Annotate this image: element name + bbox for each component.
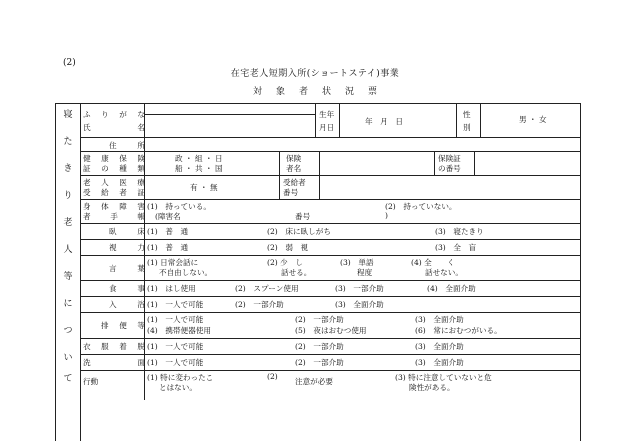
label-recipient-2: 番号 [283,188,299,197]
sidebar-char: り [63,191,73,201]
row-sight [81,239,580,256]
sidebar-char: い [63,353,73,363]
behavior-opt2b: 注意が必要 [295,377,333,386]
disability-name: (障害名 [155,212,181,221]
dob-field[interactable] [339,104,456,137]
speech-opt1b: 不自由しない。 [159,268,213,277]
label-insurance: 健康保険 [83,154,145,163]
clothes-opt1[interactable]: (1) 一人で可能 [147,342,204,351]
bed-opt2[interactable]: (2) 床に臥しがち [267,227,331,236]
disability-opt2[interactable]: (2) 持っていない。 [385,202,457,211]
meal-opt2[interactable]: (2) スプーン使用 [235,284,299,293]
label-medical: 老人医療 [83,178,145,187]
toilet-opt5[interactable]: (5) 夜はおむつ使用 [295,326,367,335]
sidebar-char: 老 [63,218,73,228]
sidebar-char: つ [63,326,73,336]
disability-opt1[interactable]: (1) 持っている。 [147,202,211,211]
toilet-opt3[interactable]: (3) 全面介助 [415,315,464,324]
label-bed: 臥床 [109,227,145,236]
behavior-opt3b: 険性がある。 [409,383,455,392]
form-table [55,103,581,441]
subtitle-char: 者 [298,87,308,97]
insurer-field[interactable] [319,151,434,175]
label-toilet: 排便等 [101,321,145,330]
subtitle-char: 況 [345,87,355,97]
meal-opt1[interactable]: (1) はし使用 [147,284,196,293]
meal-opt3[interactable]: (3) 一部介助 [335,284,384,293]
bed-opt1[interactable]: (1) 普 通 [147,227,189,236]
label-dob: 生年 [319,110,335,119]
behavior-opt1b: とはない。 [159,383,197,392]
speech-opt2b: 話せる。 [281,268,312,277]
row-medical [81,175,580,200]
sidebar-char: て [63,374,73,384]
label-insurer: 保険 [286,154,302,163]
disability-close: ) [385,211,388,220]
row-address [81,137,580,152]
sidebar-char: に [63,299,73,309]
behavior-opt1[interactable]: (1) 特に変わったこ [147,373,214,382]
sidebar-vertical-label [56,104,81,441]
toilet-opt4[interactable]: (4) 携帯便器使用 [147,326,211,335]
label-address: 住所 [109,141,145,150]
speech-opt3[interactable]: (3) 単語 [340,258,374,267]
page-number: (2) [63,58,76,68]
row-wash [81,354,580,371]
address-field[interactable] [144,137,580,151]
row-disability [81,199,580,224]
form-title: 在宅老人短期入所(ショートステイ)事業 [230,69,400,79]
speech-opt4[interactable]: (4) 全 く [411,258,455,267]
speech-opt2[interactable]: (2) 少 し [267,258,303,267]
speech-opt3b: 程度 [357,268,373,277]
sex-field[interactable] [480,104,580,137]
label-wash: 洗面 [83,358,145,367]
subtitle-char: 対 [252,87,262,97]
label-disability-2: 者手帳 [83,212,145,221]
clothes-opt2[interactable]: (2) 一部介助 [295,342,344,351]
sight-opt2[interactable]: (2) 弱 視 [267,243,309,252]
label-behavior: 行動 [83,377,99,386]
label-insurance-num: 保険証 [438,154,461,163]
bath-opt3[interactable]: (3) 全面介助 [335,300,384,309]
row-speech [81,255,580,281]
sidebar-char: き [63,164,73,174]
sight-opt1[interactable]: (1) 普 通 [147,243,189,252]
insurance-type-1[interactable]: 政 ・ 組 ・ 日 [175,154,223,163]
dob-value: 年 月 日 [365,117,403,126]
row-meal [81,280,580,297]
label-dob-2: 月日 [319,123,335,132]
subtitle-char: 票 [368,87,378,97]
bath-opt1[interactable]: (1) 一人で可能 [147,300,204,309]
sidebar-char: 等 [63,272,73,282]
row-behavior [81,370,580,400]
wash-opt3[interactable]: (3) 全面介助 [415,358,464,367]
name-field[interactable] [144,104,315,137]
meal-opt4[interactable]: (4) 全面介助 [427,284,476,293]
insurance-num-field[interactable] [474,151,580,175]
sidebar-char: 人 [63,245,73,255]
label-medical-2: 受給者証 [83,188,145,197]
label-speech: 言葉 [109,264,145,273]
label-name: 氏名 [83,123,145,132]
form-subtitle [0,84,630,97]
label-disability: 身体障害 [83,202,145,211]
row-name [81,104,580,138]
subtitle-char: 象 [275,87,285,97]
label-bath: 入浴 [109,300,145,309]
label-meal: 食事 [109,284,145,293]
label-furigana: ふりがな [83,110,145,119]
toilet-opt6[interactable]: (6) 常におむつがいる。 [415,326,502,335]
row-clothes [81,338,580,355]
sidebar-char: た [63,137,73,147]
medical-value[interactable]: 有 ・ 無 [190,183,218,192]
toilet-opt2[interactable]: (2) 一部介助 [295,315,344,324]
behavior-opt2[interactable]: (2) [267,372,278,381]
row-bed [81,223,580,240]
label-sex-2: 別 [463,123,471,132]
subtitle-char: 状 [322,87,332,97]
bed-opt3[interactable]: (3) 寝たきり [435,227,484,236]
clothes-opt3[interactable]: (3) 全面介助 [415,342,464,351]
disability-number: 番号 [295,212,311,221]
label-sex: 性 [463,110,471,119]
speech-opt4b: 話せない。 [425,268,463,277]
sight-opt3[interactable]: (3) 全 盲 [435,243,477,252]
toilet-opt1[interactable]: (1) 一人で可能 [147,315,204,324]
label-sight: 視力 [109,243,145,252]
label-insurance-2: 証の種類 [83,164,145,173]
label-insurer-2: 者名 [286,164,302,173]
label-insurance-num-2: の番号 [438,164,461,173]
wash-opt2[interactable]: (2) 一部介助 [295,358,344,367]
row-insurance [81,151,580,176]
sidebar-char: 寝 [63,110,73,120]
label-recipient: 受給者 [283,178,306,187]
row-bath [81,296,580,313]
label-clothes: 衣服着脱 [83,342,145,351]
recipient-field[interactable] [319,175,580,199]
wash-opt1[interactable]: (1) 一人で可能 [147,358,204,367]
bath-opt2[interactable]: (2) 一部介助 [235,300,284,309]
insurance-type-2[interactable]: 船 ・ 共 ・ 国 [175,164,223,173]
sex-value: 男 ・ 女 [519,115,547,124]
row-toilet [81,312,580,339]
speech-opt1[interactable]: (1) 日常会話に [147,258,199,267]
behavior-opt3[interactable]: (3) 特に注意していないと危 [395,373,492,382]
